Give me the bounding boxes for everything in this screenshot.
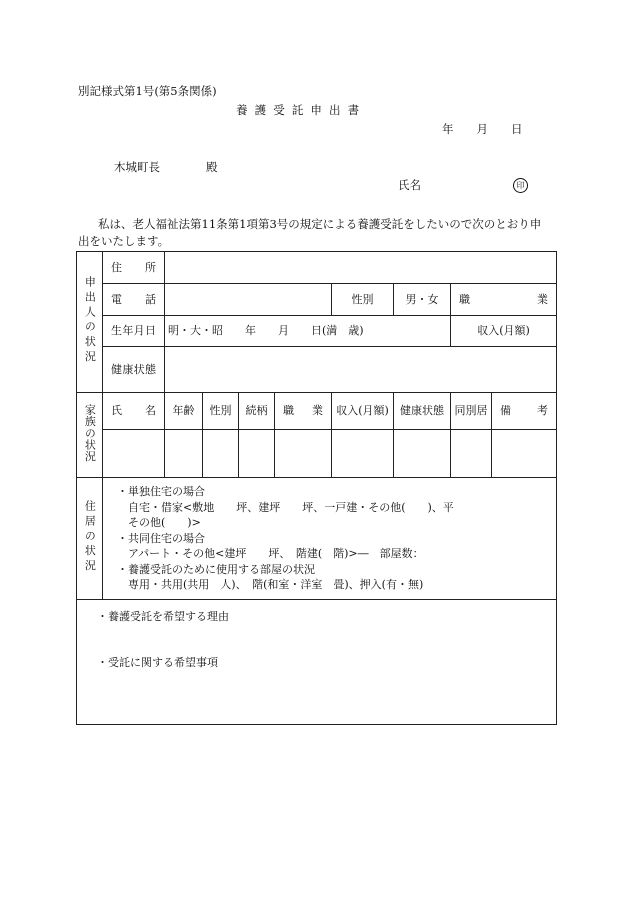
- address-field[interactable]: [165, 252, 557, 284]
- housing-line: ・単独住宅の場合: [117, 485, 205, 499]
- sex-label: 性別: [332, 284, 394, 316]
- application-table: [76, 251, 557, 725]
- family-header-remarks: 備 考: [492, 393, 557, 430]
- family-cell-age[interactable]: [165, 430, 203, 478]
- housing-line: ・共同住宅の場合: [117, 531, 205, 545]
- family-header-age: 年齢: [165, 393, 203, 430]
- family-cell-residence[interactable]: [451, 430, 492, 478]
- addressee: 木城町長 殿: [114, 160, 218, 174]
- housing-line: ・養護受託のために使用する部屋の状況: [117, 562, 315, 576]
- reason-label: ・養護受託を希望する理由: [97, 610, 229, 623]
- address-label: 住 所: [103, 252, 165, 284]
- occupation-label: 職 業: [451, 284, 557, 316]
- family-header-health: 健康状態: [394, 393, 451, 430]
- health-field[interactable]: [165, 347, 557, 393]
- phone-label: 電 話: [103, 284, 165, 316]
- housing-line: 専用・共用(共用 人)、 階(和室・洋室 畳)、押入(有・無): [117, 578, 424, 592]
- family-header-occupation: 職 業: [275, 393, 332, 430]
- date-line: 年 月 日: [442, 122, 523, 136]
- housing-line: 自宅・借家<敷地 坪、建坪 坪、一戸建・その他( )、平: [117, 500, 454, 514]
- family-header-sex: 性別: [203, 393, 239, 430]
- housing-details: [103, 478, 557, 600]
- health-label: 健康状態: [103, 347, 165, 393]
- name-label: 氏名: [398, 178, 421, 192]
- family-cell-occupation[interactable]: [275, 430, 332, 478]
- housing-section-label: 住居の状況: [77, 478, 103, 600]
- sex-options[interactable]: 男・女: [394, 284, 451, 316]
- family-header-relation: 続柄: [239, 393, 275, 430]
- family-header-income: 収入(月額): [332, 393, 394, 430]
- intro-line-1: 私は、老人福祉法第11条第1項第3号の規定による養護受託をしたいので次のとおり申: [98, 217, 542, 231]
- request-label: ・受託に関する希望事項: [97, 656, 218, 669]
- family-cell-income[interactable]: [332, 430, 394, 478]
- form-title: 養 護 受 託 申 出 書: [236, 103, 361, 117]
- request-section[interactable]: [77, 600, 557, 725]
- birth-field[interactable]: 明・大・昭 年 月 日(満 歳): [165, 316, 451, 347]
- family-cell-remarks[interactable]: [492, 430, 557, 478]
- family-cell-health[interactable]: [394, 430, 451, 478]
- family-header-residence: 同別居: [451, 393, 492, 430]
- family-header-name: 氏 名: [103, 393, 165, 430]
- phone-field[interactable]: [165, 284, 332, 316]
- birth-label: 生年月日: [103, 316, 165, 347]
- form-number: 別記様式第1号(第5条関係): [78, 84, 217, 98]
- family-cell-sex[interactable]: [203, 430, 239, 478]
- family-section-label: 家族の状況: [77, 393, 103, 478]
- seal-mark: 印: [513, 178, 528, 193]
- intro-line-2: 出をいたします。: [78, 234, 170, 248]
- family-cell-relation[interactable]: [239, 430, 275, 478]
- income-label: 収入(月額): [451, 316, 557, 347]
- applicant-section-label: 申出人の状況: [77, 252, 103, 393]
- housing-line: アパート・その他<建坪 坪、 階建( 階)>― 部屋数：: [117, 547, 424, 561]
- family-cell-name[interactable]: [103, 430, 165, 478]
- housing-line: その他( )>: [117, 516, 201, 530]
